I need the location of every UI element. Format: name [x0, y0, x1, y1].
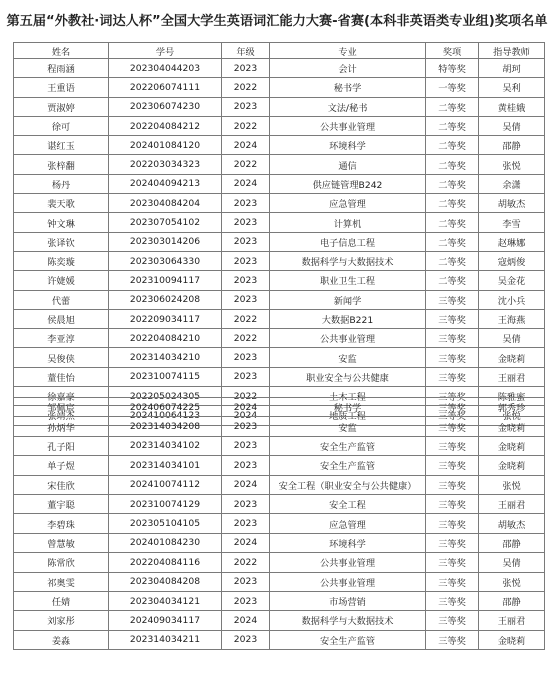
cell-name: 蕫佳怡	[14, 367, 109, 386]
cell-grade: 2023	[222, 514, 270, 533]
cell-advisor: 邵静	[479, 591, 545, 610]
cell-student-id: 202314034102	[109, 436, 222, 455]
table-row	[14, 475, 545, 494]
cell-award: 二等奖	[426, 271, 479, 290]
cell-award: 二等奖	[426, 155, 479, 174]
cell-major: 职业卫生工程	[270, 271, 426, 290]
cell-grade: 2023	[222, 232, 270, 251]
cell-major: 文法/秘书	[270, 97, 426, 116]
cell-grade: 2023	[222, 290, 270, 309]
cell-student-id: 202310074115	[109, 367, 222, 386]
cell-grade: 2023	[222, 348, 270, 367]
cell-student-id: 202406074225	[109, 398, 222, 417]
table-row	[14, 436, 545, 455]
table-row	[14, 213, 545, 232]
cell-student-id: 202401084120	[109, 136, 222, 155]
cell-major: 地质工程	[270, 406, 426, 425]
cell-major: 环境科学	[270, 136, 426, 155]
cell-award: 三等奖	[426, 630, 479, 649]
cell-student-id: 202305104105	[109, 514, 222, 533]
cell-student-id: 202304034121	[109, 591, 222, 610]
cell-grade: 2023	[222, 456, 270, 475]
cell-major: 会计	[270, 59, 426, 78]
table-row	[14, 591, 545, 610]
table-header-row	[14, 43, 545, 59]
cell-award: 二等奖	[426, 213, 479, 232]
cell-student-id: 202204084210	[109, 329, 222, 348]
cell-name: 祁奥雯	[14, 572, 109, 591]
cell-advisor: 邵静	[479, 533, 545, 552]
cell-advisor: 吴金花	[479, 271, 545, 290]
cell-grade: 2023	[222, 194, 270, 213]
cell-name: 代蕾	[14, 290, 109, 309]
table-row	[14, 533, 545, 552]
cell-award: 三等奖	[426, 494, 479, 513]
cell-major: 数据科学与大数据技术	[270, 251, 426, 270]
table-row	[14, 116, 545, 135]
cell-major: 职业安全与公共健康	[270, 367, 426, 386]
cell-student-id: 202314034210	[109, 348, 222, 367]
table-row	[14, 290, 545, 309]
cell-grade: 2023	[222, 59, 270, 78]
cell-award: 三等奖	[426, 367, 479, 386]
cell-student-id: 202209034117	[109, 309, 222, 328]
header-grade: 年级	[222, 43, 270, 59]
cell-major: 安全生产监管	[270, 630, 426, 649]
cell-grade: 2024	[222, 406, 270, 425]
cell-award: 三等奖	[426, 398, 479, 417]
cell-major: 应急管理	[270, 514, 426, 533]
table-row	[14, 251, 545, 270]
cell-advisor: 邵静	[479, 136, 545, 155]
cell-advisor: 金晓莉	[479, 417, 545, 436]
cell-award: 三等奖	[426, 456, 479, 475]
cell-major: 秘书学	[270, 78, 426, 97]
table-row	[14, 194, 545, 213]
cell-student-id: 202304084204	[109, 194, 222, 213]
cell-advisor: 吴倩	[479, 329, 545, 348]
cell-name: 陈奕璇	[14, 251, 109, 270]
cell-award: 三等奖	[426, 611, 479, 630]
table-row	[14, 59, 545, 78]
cell-advisor: 寇炳俊	[479, 251, 545, 270]
cell-advisor: 金晓莉	[479, 456, 545, 475]
cell-advisor: 张悦	[479, 406, 545, 425]
cell-major: 安全生产监管	[270, 456, 426, 475]
cell-name: 姜淼	[14, 630, 109, 649]
cell-major: 数据科学与大数据技术	[270, 611, 426, 630]
cell-name: 曾慧敏	[14, 533, 109, 552]
table-row	[14, 514, 545, 533]
table-row	[14, 309, 545, 328]
cell-major: 公共事业管理	[270, 329, 426, 348]
cell-name: 李碧珠	[14, 514, 109, 533]
table-row	[14, 553, 545, 572]
cell-name: 徐可	[14, 116, 109, 135]
cell-major: 环境科学	[270, 533, 426, 552]
cell-award: 二等奖	[426, 232, 479, 251]
cell-student-id: 202303014206	[109, 232, 222, 251]
table-row	[14, 136, 545, 155]
header-award: 奖项	[426, 43, 479, 59]
cell-award: 三等奖	[426, 475, 479, 494]
cell-award: 三等奖	[426, 591, 479, 610]
cell-award: 三等奖	[426, 533, 479, 552]
table-row	[14, 97, 545, 116]
cell-advisor: 王海燕	[479, 309, 545, 328]
table-row	[14, 78, 545, 97]
cell-student-id: 202404094213	[109, 174, 222, 193]
award-table-part-1	[13, 42, 545, 426]
cell-major: 新闻学	[270, 290, 426, 309]
cell-grade: 2023	[222, 251, 270, 270]
cell-student-id: 202410064123	[109, 406, 222, 425]
cell-major: 计算机	[270, 213, 426, 232]
cell-name: 王重语	[14, 78, 109, 97]
cell-award: 三等奖	[426, 553, 479, 572]
cell-major: 通信	[270, 155, 426, 174]
cell-grade: 2022	[222, 329, 270, 348]
table-row	[14, 572, 545, 591]
header-name: 姓名	[14, 43, 109, 59]
cell-award: 三等奖	[426, 387, 479, 406]
cell-name: 贾淑婷	[14, 97, 109, 116]
cell-grade: 2023	[222, 630, 270, 649]
cell-grade: 2023	[222, 417, 270, 436]
cell-advisor: 金晓莉	[479, 630, 545, 649]
cell-award: 二等奖	[426, 194, 479, 213]
cell-name: 张梓翻	[14, 155, 109, 174]
cell-award: 一等奖	[426, 78, 479, 97]
cell-name: 张靖杰	[14, 406, 109, 425]
cell-name: 邹佩宸	[14, 398, 109, 417]
cell-advisor: 郭秀珍	[479, 398, 545, 417]
cell-major: 土木工程	[270, 387, 426, 406]
header-student-id: 学号	[109, 43, 222, 59]
cell-advisor: 吴倩	[479, 553, 545, 572]
cell-grade: 2022	[222, 553, 270, 572]
table-row	[14, 329, 545, 348]
cell-student-id: 202307054102	[109, 213, 222, 232]
cell-student-id: 202204084116	[109, 553, 222, 572]
cell-student-id: 202205024305	[109, 387, 222, 406]
cell-grade: 2024	[222, 533, 270, 552]
table-row	[14, 232, 545, 251]
cell-advisor: 胡珂	[479, 59, 545, 78]
cell-student-id: 202310094117	[109, 271, 222, 290]
cell-advisor: 余潇	[479, 174, 545, 193]
cell-grade: 2022	[222, 155, 270, 174]
cell-award: 三等奖	[426, 572, 479, 591]
cell-student-id: 202314034211	[109, 630, 222, 649]
table-row	[14, 271, 545, 290]
cell-award: 二等奖	[426, 251, 479, 270]
table-row	[14, 630, 545, 649]
header-advisor: 指导教师	[479, 43, 545, 59]
cell-grade: 2022	[222, 78, 270, 97]
cell-name: 张译钦	[14, 232, 109, 251]
cell-grade: 2024	[222, 475, 270, 494]
cell-name: 吴俊侠	[14, 348, 109, 367]
cell-grade: 2024	[222, 398, 270, 417]
table-row	[14, 417, 545, 436]
cell-grade: 2023	[222, 213, 270, 232]
cell-student-id: 202306074230	[109, 97, 222, 116]
cell-name: 徐嘉豪	[14, 387, 109, 406]
cell-name: 孙炳华	[14, 417, 109, 436]
cell-student-id: 202401084230	[109, 533, 222, 552]
cell-award: 二等奖	[426, 97, 479, 116]
cell-name: 刘家彤	[14, 611, 109, 630]
cell-advisor: 王丽君	[479, 367, 545, 386]
cell-name: 侯晨旭	[14, 309, 109, 328]
cell-award: 三等奖	[426, 290, 479, 309]
cell-grade: 2024	[222, 174, 270, 193]
cell-advisor: 沈小兵	[479, 290, 545, 309]
cell-name: 宋佳欣	[14, 475, 109, 494]
cell-advisor: 吴倩	[479, 116, 545, 135]
cell-advisor: 金晓莉	[479, 348, 545, 367]
cell-name: 陈常欣	[14, 553, 109, 572]
cell-advisor: 张悦	[479, 475, 545, 494]
cell-student-id: 202303064330	[109, 251, 222, 270]
cell-advisor: 李雪	[479, 213, 545, 232]
cell-advisor: 吴利	[479, 78, 545, 97]
cell-student-id: 202310074129	[109, 494, 222, 513]
cell-award: 二等奖	[426, 136, 479, 155]
cell-student-id: 202206074111	[109, 78, 222, 97]
cell-major: 公共事业管理	[270, 116, 426, 135]
cell-student-id: 202314034101	[109, 456, 222, 475]
cell-grade: 2024	[222, 136, 270, 155]
cell-name: 李亚淳	[14, 329, 109, 348]
cell-advisor: 胡敏杰	[479, 194, 545, 213]
table-row	[14, 348, 545, 367]
cell-major: 安全工程（职业安全与公共健康）	[270, 475, 426, 494]
cell-advisor: 金晓莉	[479, 436, 545, 455]
cell-major: 安全工程	[270, 494, 426, 513]
cell-name: 任婧	[14, 591, 109, 610]
award-table-body-1	[14, 43, 545, 426]
cell-grade: 2024	[222, 611, 270, 630]
cell-advisor: 王丽君	[479, 494, 545, 513]
cell-advisor: 张悦	[479, 155, 545, 174]
cell-advisor: 赵琳娜	[479, 232, 545, 251]
cell-student-id: 202304084208	[109, 572, 222, 591]
cell-major: 公共事业管理	[270, 553, 426, 572]
cell-award: 二等奖	[426, 174, 479, 193]
cell-advisor: 陈雅蜜	[479, 387, 545, 406]
cell-grade: 2022	[222, 116, 270, 135]
table-row	[14, 155, 545, 174]
cell-major: 供应链管理B242	[270, 174, 426, 193]
cell-major: 安全生产监管	[270, 436, 426, 455]
table-row	[14, 174, 545, 193]
cell-grade: 2023	[222, 436, 270, 455]
table-row	[14, 367, 545, 386]
cell-student-id: 202314034208	[109, 417, 222, 436]
cell-major: 大数据B221	[270, 309, 426, 328]
cell-name: 钟文琳	[14, 213, 109, 232]
cell-award: 三等奖	[426, 417, 479, 436]
cell-major: 公共事业管理	[270, 572, 426, 591]
cell-award: 三等奖	[426, 514, 479, 533]
cell-advisor: 王丽君	[479, 611, 545, 630]
cell-award: 三等奖	[426, 329, 479, 348]
cell-advisor: 胡敏杰	[479, 514, 545, 533]
cell-student-id: 202203034323	[109, 155, 222, 174]
cell-award: 二等奖	[426, 116, 479, 135]
cell-name: 许婕媛	[14, 271, 109, 290]
cell-grade: 2022	[222, 309, 270, 328]
cell-advisor: 张悦	[479, 572, 545, 591]
cell-student-id: 202204084212	[109, 116, 222, 135]
cell-grade: 2023	[222, 494, 270, 513]
header-major: 专业	[270, 43, 426, 59]
cell-major: 秘书学	[270, 398, 426, 417]
cell-award: 三等奖	[426, 309, 479, 328]
cell-name: 裴天歌	[14, 194, 109, 213]
cell-major: 安监	[270, 417, 426, 436]
cell-name: 单子煜	[14, 456, 109, 475]
award-table-part-2	[13, 397, 545, 650]
cell-name: 谌红玉	[14, 136, 109, 155]
table-row	[14, 611, 545, 630]
cell-major: 安监	[270, 348, 426, 367]
cell-name: 孔子阳	[14, 436, 109, 455]
cell-name: 程雨涵	[14, 59, 109, 78]
cell-award: 特等奖	[426, 59, 479, 78]
cell-award: 三等奖	[426, 436, 479, 455]
table-row	[14, 398, 545, 417]
cell-name: 董宇聪	[14, 494, 109, 513]
cell-grade: 2023	[222, 271, 270, 290]
cell-major: 电子信息工程	[270, 232, 426, 251]
cell-grade: 2023	[222, 572, 270, 591]
cell-major: 应急管理	[270, 194, 426, 213]
cell-grade: 2023	[222, 367, 270, 386]
table-row	[14, 494, 545, 513]
cell-student-id: 202409034117	[109, 611, 222, 630]
cell-award: 三等奖	[426, 406, 479, 425]
cell-award: 三等奖	[426, 348, 479, 367]
cell-grade: 2022	[222, 387, 270, 406]
award-table-body-2	[14, 398, 545, 650]
document-title: 第五届“外教社·词达人杯”全国大学生英语词汇能力大赛-省赛(本科非英语类专业组)奖项名单	[6, 14, 548, 29]
cell-student-id: 202304044203	[109, 59, 222, 78]
cell-student-id: 202306024208	[109, 290, 222, 309]
cell-student-id: 202410074112	[109, 475, 222, 494]
cell-grade: 2023	[222, 97, 270, 116]
cell-advisor: 黄桂娥	[479, 97, 545, 116]
cell-name: 杨丹	[14, 174, 109, 193]
table-row	[14, 456, 545, 475]
cell-major: 市场营销	[270, 591, 426, 610]
cell-grade: 2023	[222, 591, 270, 610]
